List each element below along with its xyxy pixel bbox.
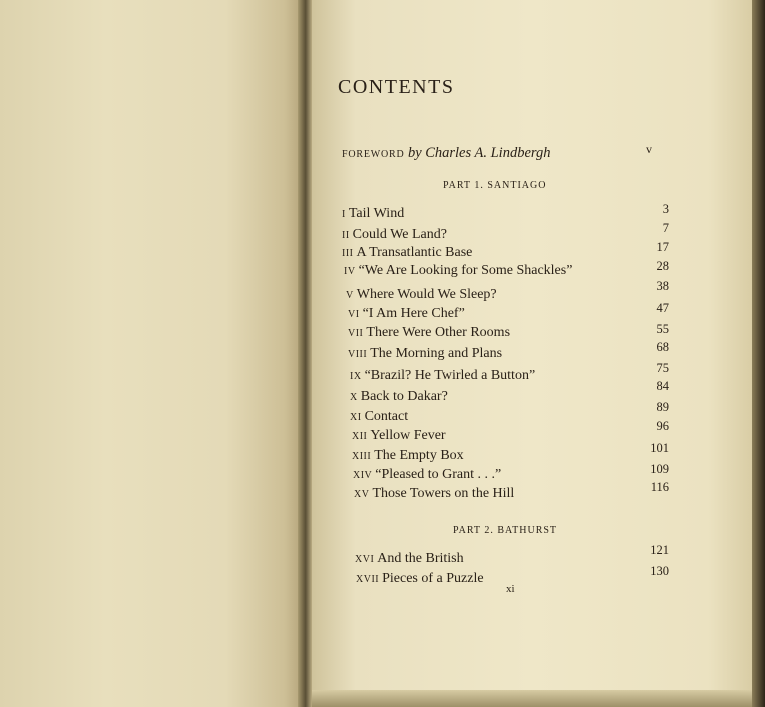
chapter-page-number: 75 (656, 361, 669, 375)
chapter-page-number: 38 (656, 279, 669, 293)
chapter-number: XVII (356, 574, 380, 585)
chapter-page-number: 116 (650, 480, 669, 494)
chapter-title: Could We Land? (352, 227, 447, 242)
chapter-page-number: 68 (656, 340, 669, 354)
toc-entry (350, 409, 408, 425)
chapter-page-number: 84 (656, 379, 669, 393)
chapter-number: XV (354, 489, 370, 500)
chapter-number: XII (352, 431, 368, 442)
chapter-number: V (346, 290, 354, 301)
chapter-title: The Morning and Plans (370, 346, 503, 361)
chapter-number: III (342, 248, 354, 259)
chapter-page-number: 28 (656, 259, 669, 273)
chapter-title: Tail Wind (348, 206, 405, 221)
toc-entry (342, 227, 447, 243)
chapter-title: Those Towers on the Hill (372, 486, 515, 501)
chapter-title: A Transatlantic Base (356, 245, 473, 260)
foreword-page-number: v (646, 142, 652, 156)
chapter-page-number: 89 (656, 400, 669, 414)
chapter-number: XIV (353, 470, 373, 481)
chapter-page-number: 55 (656, 322, 669, 336)
chapter-title: “We Are Looking for Some Shackles” (358, 263, 573, 278)
chapter-title: The Empty Box (374, 448, 464, 463)
chapter-title: “Pleased to Grant . . .” (375, 467, 502, 482)
chapter-number: XVI (355, 554, 375, 565)
page-bottom-edge (312, 690, 752, 707)
chapter-number: VIII (348, 349, 368, 360)
chapter-title: Where Would We Sleep? (356, 287, 497, 302)
toc-entry (355, 551, 464, 567)
chapter-title: Yellow Fever (370, 428, 446, 443)
toc-entry (354, 486, 514, 502)
page-folio: xi (506, 583, 515, 595)
part-2-heading: PART 2. BATHURST (453, 525, 558, 536)
chapter-title: “I Am Here Chef” (362, 306, 465, 321)
chapter-title: Contact (364, 409, 409, 424)
chapter-page-number: 101 (650, 441, 669, 455)
toc-entry (346, 287, 497, 303)
chapter-title: And the British (377, 551, 464, 566)
toc-entry (348, 325, 510, 341)
chapter-page-number: 47 (656, 301, 669, 315)
chapter-page-number: 96 (656, 419, 669, 433)
foreword-by: by (408, 145, 422, 161)
chapter-title: Pieces of a Puzzle (382, 571, 484, 586)
chapter-page-number: 3 (662, 202, 669, 216)
left-page (0, 0, 300, 707)
toc-entry (348, 346, 502, 362)
toc-entry (348, 306, 465, 322)
chapter-page-number: 7 (662, 221, 669, 235)
contents-heading: CONTENTS (338, 76, 455, 98)
chapter-number: X (350, 392, 358, 403)
chapter-number: IX (350, 371, 362, 382)
chapter-number: VI (348, 309, 360, 320)
toc-entry (344, 263, 572, 279)
chapter-number: XIII (352, 451, 372, 462)
foreword-label: FOREWORD (342, 149, 405, 160)
chapter-page-number: 121 (650, 543, 669, 557)
page-edge (752, 0, 765, 707)
chapter-number: II (342, 230, 350, 241)
chapter-number: XI (350, 412, 362, 423)
toc-entry (350, 368, 535, 384)
toc-entry (352, 428, 446, 444)
chapter-number: VII (348, 328, 364, 339)
chapter-number: I (342, 209, 346, 220)
toc-entry (352, 448, 464, 464)
toc-entry (356, 571, 484, 587)
chapter-title: Back to Dakar? (360, 389, 448, 404)
chapter-number: IV (344, 266, 356, 277)
chapter-title: There Were Other Rooms (366, 325, 511, 340)
toc-entry (342, 206, 404, 222)
foreword-author: Charles A. Lindbergh (425, 145, 551, 161)
toc-entry (353, 467, 501, 483)
foreword-entry (342, 145, 550, 162)
chapter-page-number: 109 (650, 462, 669, 476)
part-1-heading: PART 1. SANTIAGO (443, 180, 547, 191)
book-gutter (298, 0, 312, 707)
toc-entry (342, 245, 472, 261)
toc-entry (350, 389, 448, 405)
chapter-page-number: 17 (656, 240, 669, 254)
chapter-page-number: 130 (650, 564, 669, 578)
chapter-title: “Brazil? He Twirled a Button” (364, 368, 536, 383)
